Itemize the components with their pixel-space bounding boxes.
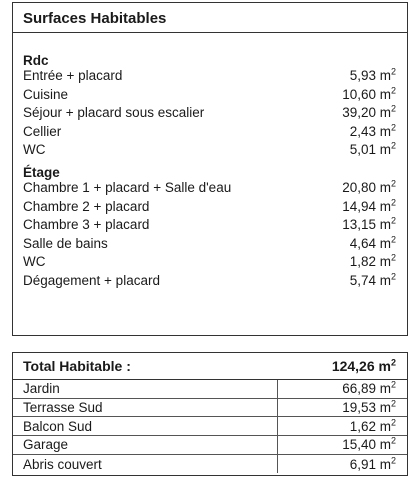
room-area: 5,74 $m^2$ (349, 271, 396, 288)
etage-row (13, 254, 407, 273)
room-label: Cellier (23, 123, 62, 139)
exterior-row (13, 455, 407, 474)
room-area: 1,82 $m^2$ (349, 252, 396, 270)
rdc-row (13, 142, 407, 161)
room-label: Chambre 1 + placard + Salle d'eau (23, 179, 232, 195)
room-label: WC (23, 142, 46, 158)
exterior-area: 1,62 $m^2$ (349, 417, 396, 434)
exterior-label: Garage (13, 436, 278, 454)
room-area: 2,43 $m^2$ (349, 122, 396, 139)
room-label: Chambre 2 + placard (23, 198, 150, 214)
room-area: 5,93 $m^2$ (349, 66, 396, 83)
exterior-label: Terrasse Sud (13, 399, 278, 417)
surfaces-habitables-panel (12, 2, 408, 336)
etage-row (13, 180, 407, 199)
room-label: Salle de bains (23, 235, 108, 251)
exterior-area: 19,53 $m^2$ (342, 398, 396, 416)
room-label: Séjour + placard sous escalier (23, 105, 205, 121)
room-label: Entrée + placard (23, 68, 123, 83)
exterior-row (13, 436, 407, 455)
room-area: 4,64 $m^2$ (349, 234, 396, 251)
room-area: 39,20 $m^2$ (342, 103, 396, 121)
etage-heading: Étage (23, 164, 60, 180)
room-label: WC (23, 254, 46, 270)
etage-row (13, 199, 407, 218)
room-area: 10,60 $m^2$ (342, 85, 396, 102)
room-area: 14,94 $m^2$ (342, 197, 396, 214)
exterior-label: Abris couvert (13, 455, 278, 474)
exterior-row (13, 380, 407, 399)
exterior-row (13, 399, 407, 418)
room-label: Dégagement + placard (23, 272, 160, 288)
room-area: 13,15 $m^2$ (342, 215, 396, 233)
exterior-label: Balcon Sud (13, 417, 278, 435)
exterior-area: 66,89 $m^2$ (342, 379, 396, 397)
total-panel (12, 352, 408, 476)
rdc-heading: Rdc (23, 53, 49, 68)
exterior-area: 6,91 $m^2$ (349, 455, 396, 472)
rdc-row (13, 68, 407, 87)
total-row (13, 353, 407, 380)
room-area: 20,80 $m^2$ (342, 178, 396, 195)
room-label: Chambre 3 + placard (23, 217, 150, 233)
etage-row (13, 273, 407, 292)
room-label: Cuisine (23, 86, 69, 102)
total-label: Total Habitable : (23, 358, 131, 374)
exterior-area: 15,40 $m^2$ (342, 435, 396, 453)
panel-title: Surfaces Habitables (13, 3, 407, 33)
exterior-label: Jardin (13, 380, 278, 398)
room-area: 5,01 $m^2$ (349, 140, 396, 158)
exterior-row (13, 417, 407, 436)
etage-row (13, 236, 407, 255)
rdc-row (13, 124, 407, 143)
rdc-row (13, 87, 407, 106)
rdc-row (13, 105, 407, 124)
total-value: 124,26 $m^2$ (331, 357, 396, 374)
etage-row (13, 217, 407, 236)
